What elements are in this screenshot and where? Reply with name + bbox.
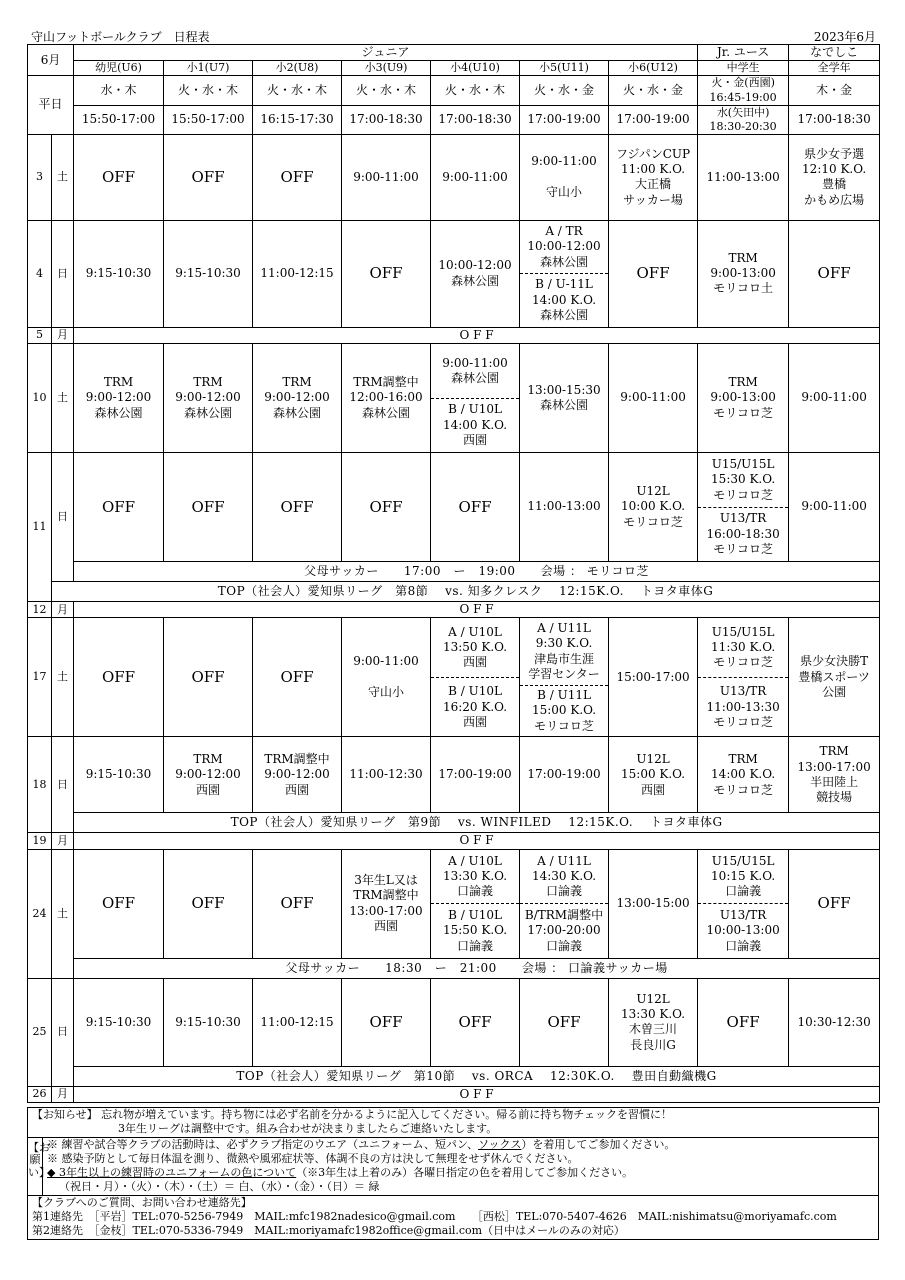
request-list	[43, 1138, 878, 1195]
u11-cell: A / U11L 14:30 K.O. 口論義 B/TRM調整中 17:00-20:00 口論義	[520, 849, 609, 958]
junior-header: ジュニア	[74, 45, 698, 61]
u8-cell: OFF	[253, 618, 342, 737]
wd-days: 水・木	[74, 76, 164, 105]
u10-cell: A / U10L 13:30 K.O. 口論義 B / U10L 15:50 K.O. 口論義	[431, 849, 520, 958]
jy-cell: TRM 9:00-13:00 モリコロ芝	[698, 344, 789, 453]
u12-cell: U12L 13:30 K.O. 木曽三川 長良川G	[609, 978, 698, 1066]
wd-days: 火・水・木	[342, 76, 431, 105]
u11-cell: 11:00-13:00	[520, 453, 609, 562]
jr-youth-header: Jr. ユース	[698, 45, 789, 61]
day-cell: 19	[28, 833, 52, 849]
contact-line-2: 第2連絡先 ［金枝］TEL:070-5336-7949 MAIL:moriyamafc1982office@gmail.com（日中はメールのみの対応）	[32, 1224, 625, 1238]
day-cell: 17	[28, 618, 52, 737]
u10-cell: 9:00-11:00	[431, 134, 520, 220]
u7-cell: 9:15-10:30	[164, 220, 253, 327]
off-row: O F F	[74, 1086, 880, 1102]
u9-cell: TRM調整中 12:00-16:00 森林公園	[342, 344, 431, 453]
wd-days: 火・水・金	[520, 76, 609, 105]
request-item: ※ 練習や試合等クラブの活動時は、必ずクラブ指定のウエア（ユニフォーム、短パン、ソックス）を着用してご参加ください。	[47, 1137, 676, 1151]
u6-cell: 9:15-10:30	[74, 220, 164, 327]
u11-cell: OFF	[520, 978, 609, 1066]
u10-cell: 9:00-11:00 森林公園 B / U10L 14:00 K.O. 西園	[431, 344, 520, 453]
page-header	[27, 28, 880, 44]
dow-cell: 日	[52, 220, 74, 327]
contact-heading: 【クラブへのご質問、お問い合わせ連絡先】	[32, 1195, 252, 1209]
event-top-league: TOP（社会人）愛知県リーグ 第9節 vs. WINFILED 12:15K.O. トヨタ車体G	[74, 813, 880, 833]
u6-cell: 9:15-10:30	[74, 737, 164, 813]
u7-cell: 9:15-10:30	[164, 978, 253, 1066]
wd-time: 17:00-18:30	[342, 105, 431, 134]
dow-cell: 月	[52, 602, 74, 618]
u9-cell: 11:00-12:30	[342, 737, 431, 813]
wd-time: 15:50-17:00	[164, 105, 253, 134]
dow-cell: 日	[52, 978, 74, 1086]
u10-cell: A / U10L 13:50 K.O. 西園 B / U10L 16:20 K.O. 西園	[431, 618, 520, 737]
dow-cell: 月	[52, 833, 74, 849]
request-section	[28, 1137, 878, 1195]
day-cell: 25	[28, 978, 52, 1086]
jy-cell: U15/U15L 10:15 K.O. 口論義 U13/TR 10:00-13:00 口論義	[698, 849, 789, 958]
u12-cell: OFF	[609, 220, 698, 327]
cat-u10: 小4(U10)	[431, 61, 520, 76]
wd-jy1: 火・金(西園) 16:45-19:00	[698, 76, 789, 105]
u6-cell: TRM 9:00-12:00 森林公園	[74, 344, 164, 453]
cat-all: 全学年	[789, 61, 880, 76]
cat-u8: 小2(U8)	[253, 61, 342, 76]
event-parents-soccer: 父母サッカー 18:30 ー 21:00 会場 ： 口論義サッカー場	[74, 958, 880, 978]
jy-cell: U15/U15L 15:30 K.O. モリコロ芝 U13/TR 16:00-18:30 モリコロ芝	[698, 453, 789, 562]
request-label: 【お願い】	[28, 1138, 43, 1195]
u7-cell: OFF	[164, 134, 253, 220]
day-cell: 4	[28, 220, 52, 327]
nadeshiko-header: なでしこ	[789, 45, 880, 61]
u11-cell: 9:00-11:00 守山小	[520, 134, 609, 220]
u12-cell: 13:00-15:00	[609, 849, 698, 958]
schedule-table	[27, 44, 880, 1103]
day-cell: 26	[28, 1086, 52, 1102]
notice-line-2: 3年生リーグは調整中です。組み合わせが決まりましたらご連絡いたします。	[118, 1122, 498, 1136]
wd-days: 火・水・木	[431, 76, 520, 105]
u8-cell: OFF	[253, 849, 342, 958]
contact-section	[28, 1195, 878, 1239]
u9-cell: OFF	[342, 978, 431, 1066]
nd-cell: OFF	[789, 849, 880, 958]
u6-cell: OFF	[74, 134, 164, 220]
dow-cell: 日	[52, 453, 74, 582]
wd-time: 15:50-17:00	[74, 105, 164, 134]
dow-cell: 土	[52, 134, 74, 220]
weekday-label: 平日	[28, 76, 74, 134]
nd-cell: 9:00-11:00	[789, 344, 880, 453]
off-row: O F F	[74, 602, 880, 618]
month-label: 6月	[28, 45, 74, 76]
u9-cell: OFF	[342, 453, 431, 562]
nd-cell: 9:00-11:00	[789, 453, 880, 562]
request-item: ◆ 3年生以上の練習時のユニフォームの色について（※3年生は上着のみ）各曜日指定の色を着用してご参加ください。	[47, 1166, 634, 1180]
dow-cell: 土	[52, 618, 74, 737]
day-cell: 12	[28, 602, 52, 618]
u8-cell: 11:00-12:15	[253, 978, 342, 1066]
u8-cell: 11:00-12:15	[253, 220, 342, 327]
nd-cell: TRM 13:00-17:00 半田陸上 競技場	[789, 737, 880, 813]
wd-time: 17:00-19:00	[520, 105, 609, 134]
u12-cell: 9:00-11:00	[609, 344, 698, 453]
dow-cell: 月	[52, 1086, 74, 1102]
cat-u9: 小3(U9)	[342, 61, 431, 76]
u6-cell: 9:15-10:30	[74, 978, 164, 1066]
u7-cell: OFF	[164, 618, 253, 737]
wd-jy2: 水(矢田中) 18:30-20:30	[698, 105, 789, 134]
wd-time: 17:00-18:30	[431, 105, 520, 134]
wd-days: 木・金	[789, 76, 880, 105]
request-item: ※ 感染予防として毎日体温を測り、微熱や風邪症状等、体調不良の方は決して無理をせず休んでください。	[47, 1151, 579, 1165]
page-title: 守山フットボールクラブ 日程表	[31, 30, 210, 44]
u9-cell: 9:00-11:00 守山小	[342, 618, 431, 737]
cat-u12: 小6(U12)	[609, 61, 698, 76]
u12-cell: 15:00-17:00	[609, 618, 698, 737]
day-cell: 5	[28, 327, 52, 343]
dow-cell: 日	[52, 737, 74, 833]
nd-cell: 県少女決勝T 豊橋スポーツ 公園	[789, 618, 880, 737]
wd-days: 火・水・木	[164, 76, 253, 105]
nd-cell: 県少女予選 12:10 K.O. 豊橋 かもめ広場	[789, 134, 880, 220]
u11-cell: A / TR 10:00-12:00 森林公園 B / U-11L 14:00 K.O. 森林公園	[520, 220, 609, 327]
wd-time: 17:00-19:00	[609, 105, 698, 134]
contact-line-1: 第1連絡先 ［平岩］TEL:070-5256-7949 MAIL:mfc1982nadesico@gmail.com ［西松］TEL:070-5407-4626 MAIL:nishimatsu@moriyamafc.com	[32, 1210, 837, 1224]
wd-days: 火・水・木	[253, 76, 342, 105]
dow-cell: 土	[52, 344, 74, 453]
jy-cell: 11:00-13:00	[698, 134, 789, 220]
u9-cell: 9:00-11:00	[342, 134, 431, 220]
event-top-league: TOP（社会人）愛知県リーグ 第8節 vs. 知多クレスク 12:15K.O. トヨタ車体G	[52, 582, 880, 602]
cat-u11: 小5(U11)	[520, 61, 609, 76]
u12-cell: U12L 10:00 K.O. モリコロ芝	[609, 453, 698, 562]
u8-cell: TRM調整中 9:00-12:00 西園	[253, 737, 342, 813]
nd-cell: OFF	[789, 220, 880, 327]
jy-cell: TRM 14:00 K.O. モリコロ芝	[698, 737, 789, 813]
u10-cell: OFF	[431, 453, 520, 562]
wd-days: 火・水・金	[609, 76, 698, 105]
page-date: 2023年6月	[813, 30, 876, 44]
u11-cell: A / U11L 9:30 K.O. 津島市生涯 学習センター B / U11L 15:00 K.O. モリコロ芝	[520, 618, 609, 737]
u6-cell: OFF	[74, 453, 164, 562]
wd-time: 17:00-18:30	[789, 105, 880, 134]
u7-cell: TRM 9:00-12:00 森林公園	[164, 344, 253, 453]
u8-cell: OFF	[253, 453, 342, 562]
u7-cell: TRM 9:00-12:00 西園	[164, 737, 253, 813]
u12-cell: フジパンCUP 11:00 K.O. 大正橋 サッカー場	[609, 134, 698, 220]
day-cell: 11	[28, 453, 52, 602]
u6-cell: OFF	[74, 849, 164, 958]
request-item: （祝日・月）・（火）・（木）・（土）＝ 白、（水）・（金）・（日）＝ 緑	[59, 1180, 380, 1194]
event-parents-soccer: 父母サッカー 17:00 ー 19:00 会場 ： モリコロ芝	[74, 562, 880, 582]
dow-cell: 土	[52, 849, 74, 978]
u7-cell: OFF	[164, 453, 253, 562]
u9-cell: 3年生L又は TRM調整中 13:00-17:00 西園	[342, 849, 431, 958]
jy-cell: OFF	[698, 978, 789, 1066]
notice-line: 【お知らせ】 忘れ物が増えています。持ち物には必ず名前を分かるように記入してください。帰る前に持ち物チェックを習慣に！	[32, 1108, 672, 1121]
day-cell: 24	[28, 849, 52, 978]
cat-u6: 幼児(U6)	[74, 61, 164, 76]
notes-box	[27, 1107, 879, 1240]
u7-cell: OFF	[164, 849, 253, 958]
jy-cell: TRM 9:00-13:00 モリコロ土	[698, 220, 789, 327]
jy-cell: U15/U15L 11:30 K.O. モリコロ芝 U13/TR 11:00-13:30 モリコロ芝	[698, 618, 789, 737]
wd-time: 16:15-17:30	[253, 105, 342, 134]
cat-u7: 小1(U7)	[164, 61, 253, 76]
u8-cell: OFF	[253, 134, 342, 220]
u8-cell: TRM 9:00-12:00 森林公園	[253, 344, 342, 453]
event-top-league: TOP（社会人）愛知県リーグ 第10節 vs. ORCA 12:30K.O. 豊田自動織機G	[74, 1066, 880, 1086]
off-row: O F F	[74, 327, 880, 343]
u6-cell: OFF	[74, 618, 164, 737]
u12-cell: U12L 15:00 K.O. 西園	[609, 737, 698, 813]
off-row: O F F	[74, 833, 880, 849]
cat-jh: 中学生	[698, 61, 789, 76]
u10-cell: 17:00-19:00	[431, 737, 520, 813]
u9-cell: OFF	[342, 220, 431, 327]
u11-cell: 13:00-15:30 森林公園	[520, 344, 609, 453]
u10-cell: 10:00-12:00 森林公園	[431, 220, 520, 327]
day-cell: 3	[28, 134, 52, 220]
u11-cell: 17:00-19:00	[520, 737, 609, 813]
u10-cell: OFF	[431, 978, 520, 1066]
dow-cell: 月	[52, 327, 74, 343]
day-cell: 10	[28, 344, 52, 453]
day-cell: 18	[28, 737, 52, 833]
nd-cell: 10:30-12:30	[789, 978, 880, 1066]
